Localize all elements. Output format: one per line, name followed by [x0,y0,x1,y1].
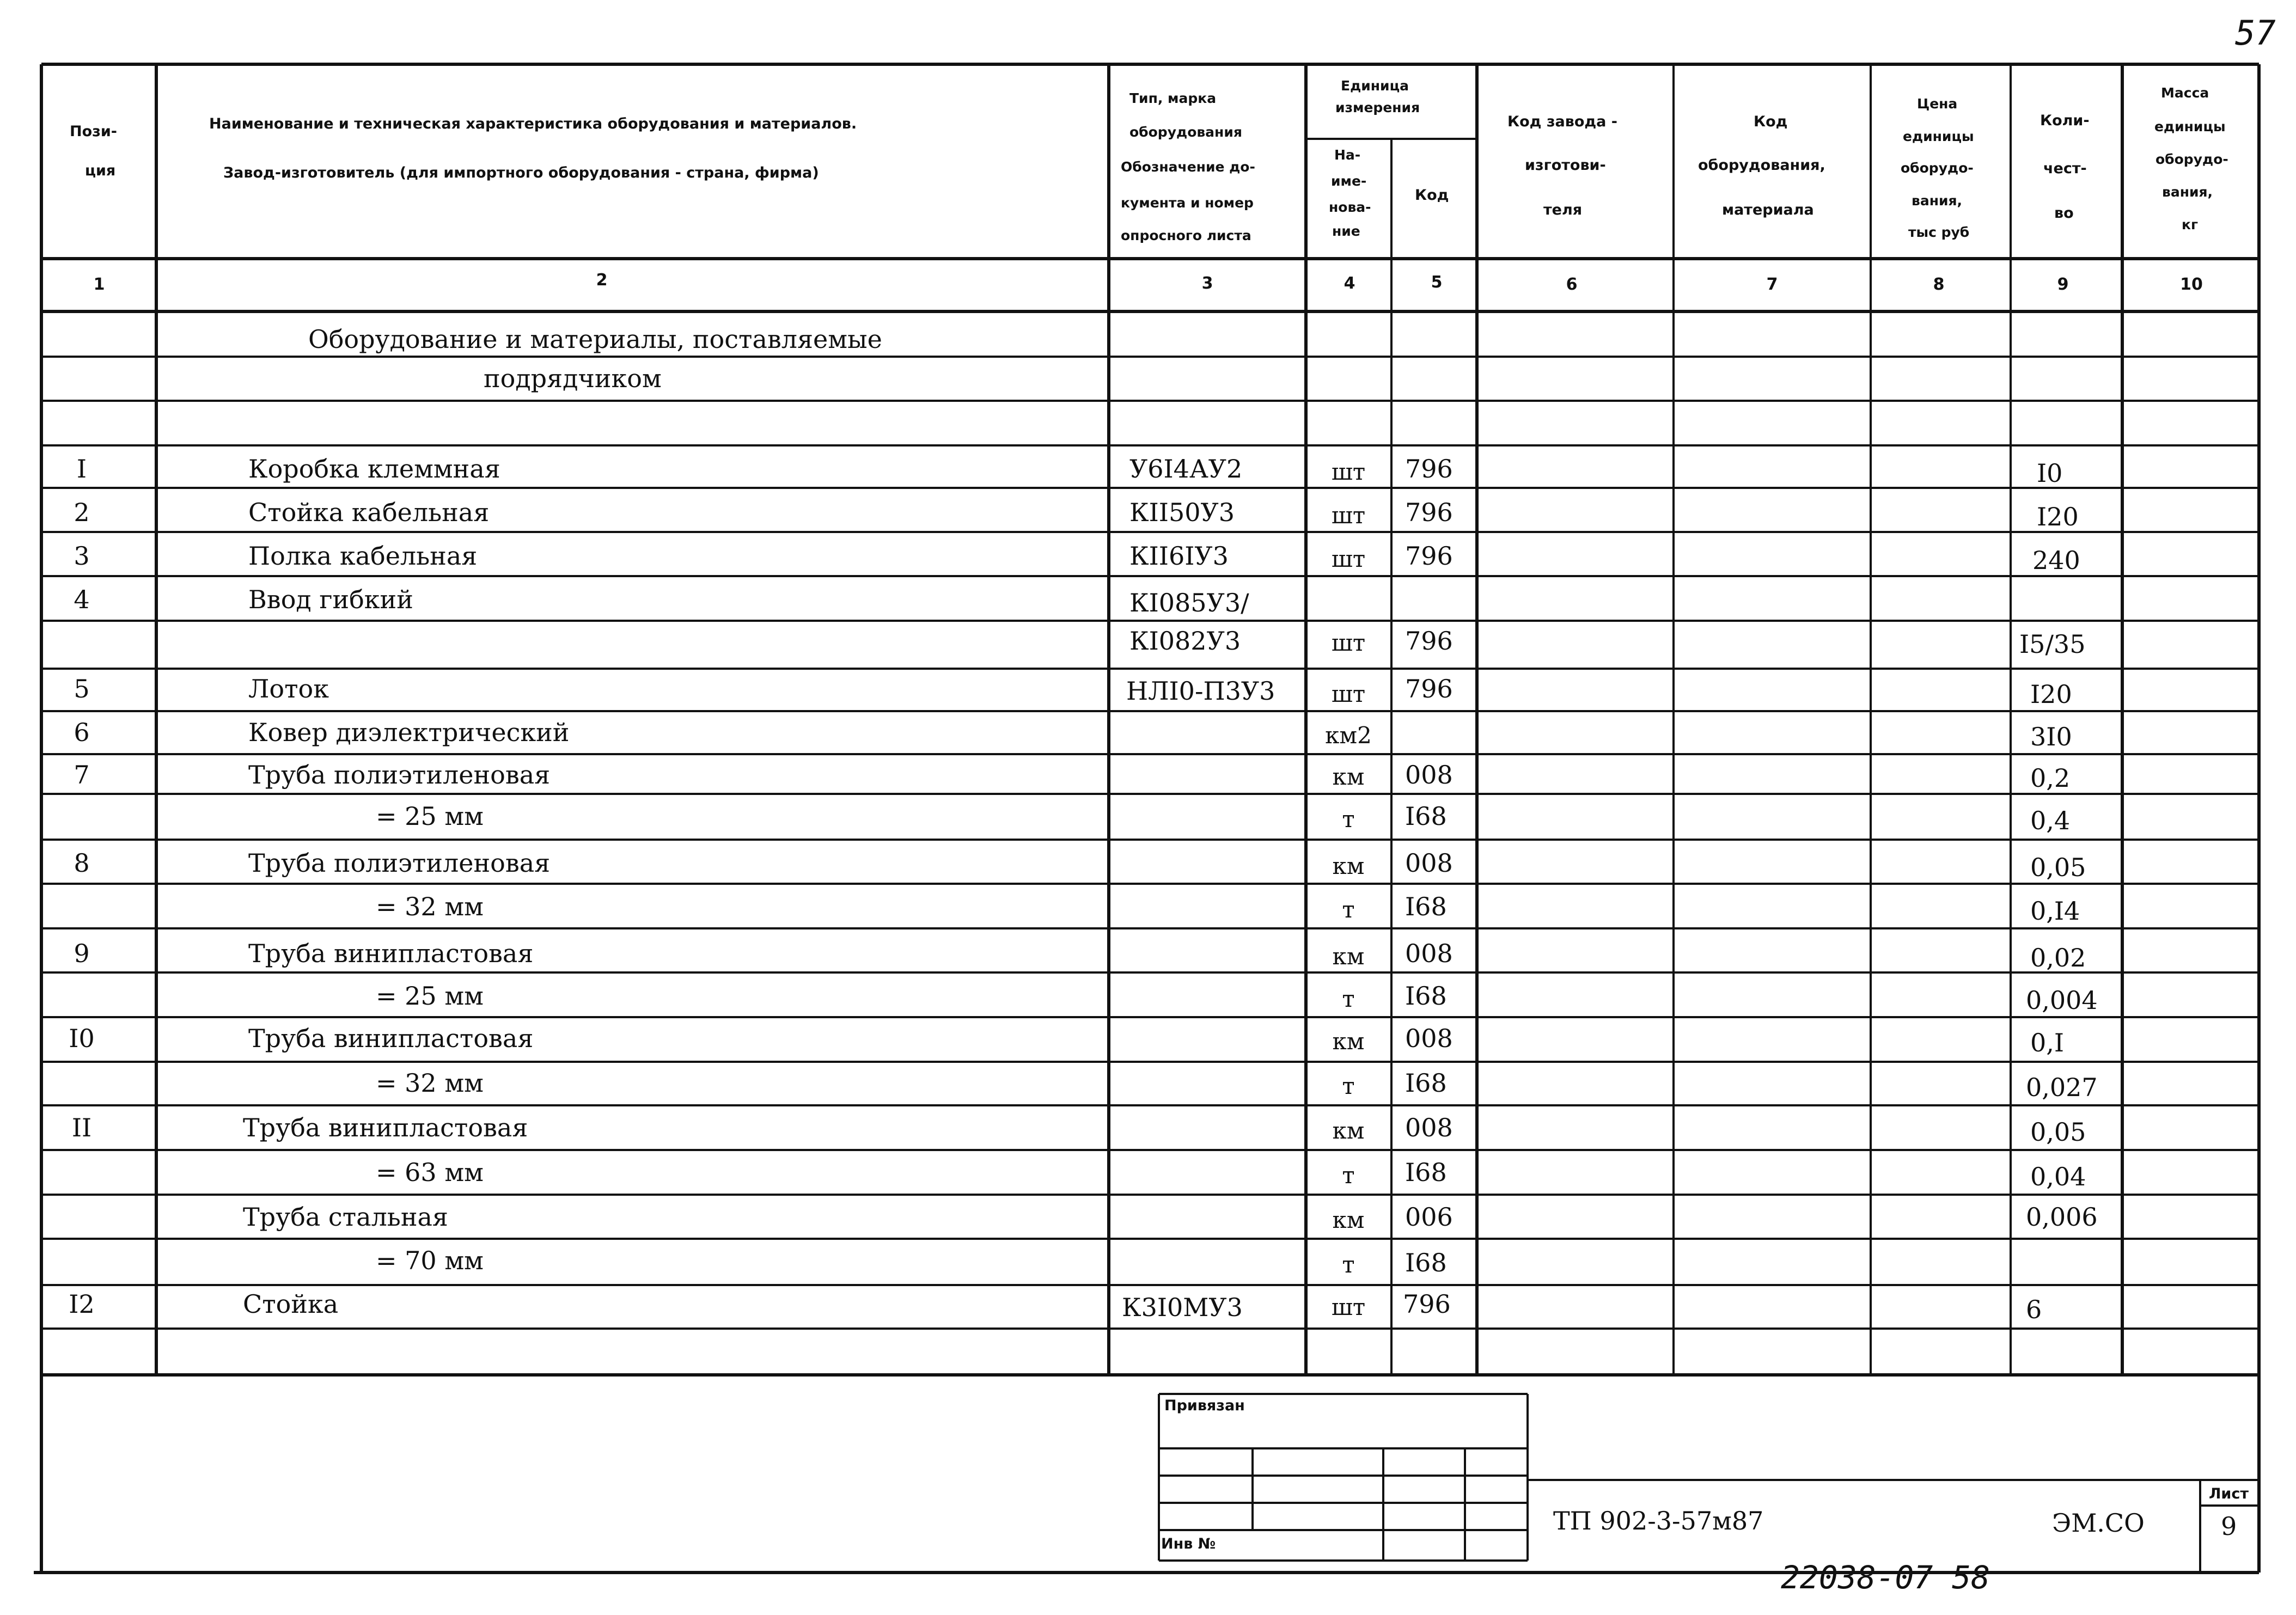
column-number-8: 8 [1933,275,1945,294]
row-13-quantity: 0,004 [2026,986,2098,1015]
header-mass-line2: единицы [2154,119,2226,134]
row-13-unit: т [1342,986,1355,1012]
header-unit-group-line2: измерения [1335,100,1420,115]
page-number: 57 [2235,13,2276,53]
row-12-position: 9 [74,939,90,968]
row-3-quantity: 240 [2032,546,2080,575]
section-title-line2: подрядчиком [484,364,662,393]
header-name-line1: Наименование и техническая характеристика оборудования и материалов. [209,115,857,132]
row-3-unit: шт [1331,546,1366,572]
row-8-code: 008 [1405,760,1453,790]
sheet-list-number: 9 [2221,1512,2237,1541]
header-quantity-line3: во [2054,205,2074,222]
header-unit-group-line1: Единица [1341,78,1409,94]
header-type-line4: кумента и номер [1121,195,1254,211]
row-20-unit: шт [1331,1294,1366,1320]
header-mass-line4: вания, [2162,184,2213,200]
header-position-line1: Пози- [70,123,117,140]
row-14-unit: км [1332,1028,1365,1055]
row-19-code: I68 [1405,1248,1447,1277]
row-5-quantity: I5/35 [2019,629,2086,659]
row-16-unit: км [1332,1117,1365,1144]
row-13-code: I68 [1405,981,1447,1011]
row-7-quantity: 3I0 [2030,722,2072,751]
row-6-code: 796 [1405,674,1453,703]
header-unit-code: Код [1415,187,1449,204]
row-14-position: I0 [69,1024,95,1053]
header-mass-line3: оборудо- [2155,151,2228,167]
header-price-line2: единицы [1903,129,1974,144]
row-7-unit: км2 [1325,722,1372,749]
row-14-code: 008 [1405,1024,1453,1053]
row-15-code: I68 [1405,1068,1447,1098]
archive-number: 22038-07 58 [1781,1559,1990,1596]
row-1-quantity: I0 [2037,458,2063,488]
row-15-name: = 32 мм [376,1068,484,1098]
row-17-name: = 63 мм [376,1158,484,1187]
row-10-position: 8 [74,848,90,878]
row-17-code: I68 [1405,1158,1447,1187]
row-4-name: Ввод гибкий [248,585,413,614]
row-16-position: II [71,1113,92,1142]
row-18-quantity: 0,006 [2026,1202,2098,1232]
header-unit-name-line3: нова- [1329,199,1371,215]
row-5-code: 796 [1405,626,1453,656]
row-6-type: НЛI0-П3У3 [1126,676,1275,706]
row-19-name: = 70 мм [376,1246,484,1275]
row-11-name: = 32 мм [376,892,484,921]
header-quantity-line1: Коли- [2040,112,2090,129]
row-8-position: 7 [74,760,90,790]
row-12-code: 008 [1405,939,1453,968]
row-12-unit: км [1332,943,1365,970]
row-18-name: Труба стальная [243,1202,448,1232]
row-16-quantity: 0,05 [2030,1117,2086,1147]
row-5-unit: шт [1331,629,1366,656]
row-12-name: Труба винипластовая [248,939,534,968]
header-type-line1: Тип, марка [1129,90,1217,106]
header-price-line1: Цена [1917,96,1958,112]
header-unit-name-line4: ние [1332,223,1360,239]
header-mass-line5: кг [2182,217,2199,233]
header-maker-code-line1: Код завода - [1507,113,1617,130]
header-quantity-line2: чест- [2043,160,2087,177]
document-code: ТП 902-3-57м87 [1553,1506,1764,1536]
row-2-type: КII50У3 [1129,498,1235,527]
row-1-type: У6I4АУ2 [1129,454,1243,484]
row-11-unit: т [1342,896,1355,923]
column-number-1: 1 [93,275,105,294]
row-8-quantity: 0,2 [2030,763,2071,793]
row-14-quantity: 0,I [2030,1028,2065,1057]
row-10-code: 008 [1405,848,1453,878]
row-9-code: I68 [1405,802,1447,831]
row-17-unit: т [1342,1162,1355,1189]
row-2-quantity: I20 [2037,502,2079,531]
row-19-unit: т [1342,1251,1355,1278]
row-11-quantity: 0,I4 [2030,896,2080,926]
row-10-unit: км [1332,853,1365,879]
row-1-unit: шт [1331,458,1366,485]
header-unit-name-line2: име- [1331,173,1367,189]
column-number-3: 3 [1201,274,1213,293]
header-equipment-code-line2: оборудования, [1698,157,1825,174]
header-type-line2: оборудования [1129,124,1242,140]
header-maker-code-line3: теля [1543,201,1583,218]
row-18-code: 006 [1405,1202,1453,1232]
row-8-name: Труба полиэтиленовая [248,760,551,790]
column-number-4: 4 [1344,274,1355,293]
column-number-5: 5 [1431,273,1443,292]
row-6-name: Лоток [248,674,329,703]
row-10-name: Труба полиэтиленовая [248,848,551,878]
header-price-line4: вания, [1912,193,1963,209]
row-18-unit: км [1332,1207,1365,1233]
header-price-line3: оборудо- [1901,160,1974,176]
header-unit-name-line1: На- [1334,147,1361,163]
row-3-name: Полка кабельная [248,541,478,571]
row-1-position: I [76,454,87,484]
header-equipment-code-line1: Код [1754,113,1788,130]
row-9-unit: т [1342,806,1355,833]
stamp-inventory-label: Инв № [1161,1536,1216,1552]
row-4-position: 4 [74,585,90,614]
row-5-type: КI082У3 [1129,626,1241,656]
section-title-line1: Оборудование и материалы, поставляемые [308,325,882,354]
header-position-line2: ция [85,162,116,179]
column-number-9: 9 [2057,275,2069,294]
header-price-line5: тыс руб [1908,224,1970,240]
column-number-7: 7 [1766,275,1778,294]
row-2-name: Стойка кабельная [248,498,490,527]
row-16-name: Труба винипластовая [243,1113,528,1142]
row-11-code: I68 [1405,892,1447,921]
row-9-name: = 25 мм [376,802,484,831]
row-13-name: = 25 мм [376,981,484,1011]
sheet-code: ЭМ.СО [2052,1508,2145,1538]
row-6-quantity: I20 [2030,680,2072,709]
column-number-6: 6 [1566,275,1578,294]
row-2-position: 2 [74,498,90,527]
row-6-position: 5 [74,674,90,703]
row-2-unit: шт [1331,502,1366,529]
row-17-quantity: 0,04 [2030,1162,2086,1191]
row-3-position: 3 [74,541,90,571]
row-7-position: 6 [74,718,90,747]
header-type-line3: Обозначение до- [1121,159,1255,175]
row-6-unit: шт [1331,681,1366,707]
column-number-2: 2 [596,271,608,290]
column-number-10: 10 [2180,275,2203,294]
header-mass-line1: Масса [2161,85,2209,101]
header-name-line2: Завод-изготовитель (для импортного оборудования - страна, фирма) [223,164,819,181]
row-2-code: 796 [1405,498,1453,527]
row-14-name: Труба винипластовая [248,1024,534,1053]
row-20-quantity: 6 [2026,1295,2042,1324]
row-8-unit: км [1332,763,1365,790]
row-3-code: 796 [1405,541,1453,571]
row-15-quantity: 0,027 [2026,1073,2098,1102]
row-9-quantity: 0,4 [2030,806,2071,835]
row-20-name: Стойка [243,1289,339,1319]
row-20-position: I2 [69,1289,95,1319]
row-1-code: 796 [1405,454,1453,484]
row-1-name: Коробка клеммная [248,454,500,484]
row-12-quantity: 0,02 [2030,943,2086,972]
sheet-list-label: Лист [2209,1485,2249,1502]
row-20-type: К3I0МУ3 [1122,1293,1243,1322]
row-20-code: 796 [1403,1289,1451,1319]
row-4-type: КI085У3/ [1129,588,1249,617]
header-maker-code-line2: изготови- [1525,157,1606,174]
header-type-line5: опросного листа [1121,228,1251,243]
row-10-quantity: 0,05 [2030,853,2086,882]
row-16-code: 008 [1405,1113,1453,1142]
row-7-name: Ковер диэлектрический [248,718,570,747]
row-3-type: КII6IУ3 [1129,541,1229,571]
header-equipment-code-line3: материала [1722,201,1814,218]
row-15-unit: т [1342,1073,1355,1099]
stamp-privyazan-label: Привязан [1164,1397,1245,1414]
